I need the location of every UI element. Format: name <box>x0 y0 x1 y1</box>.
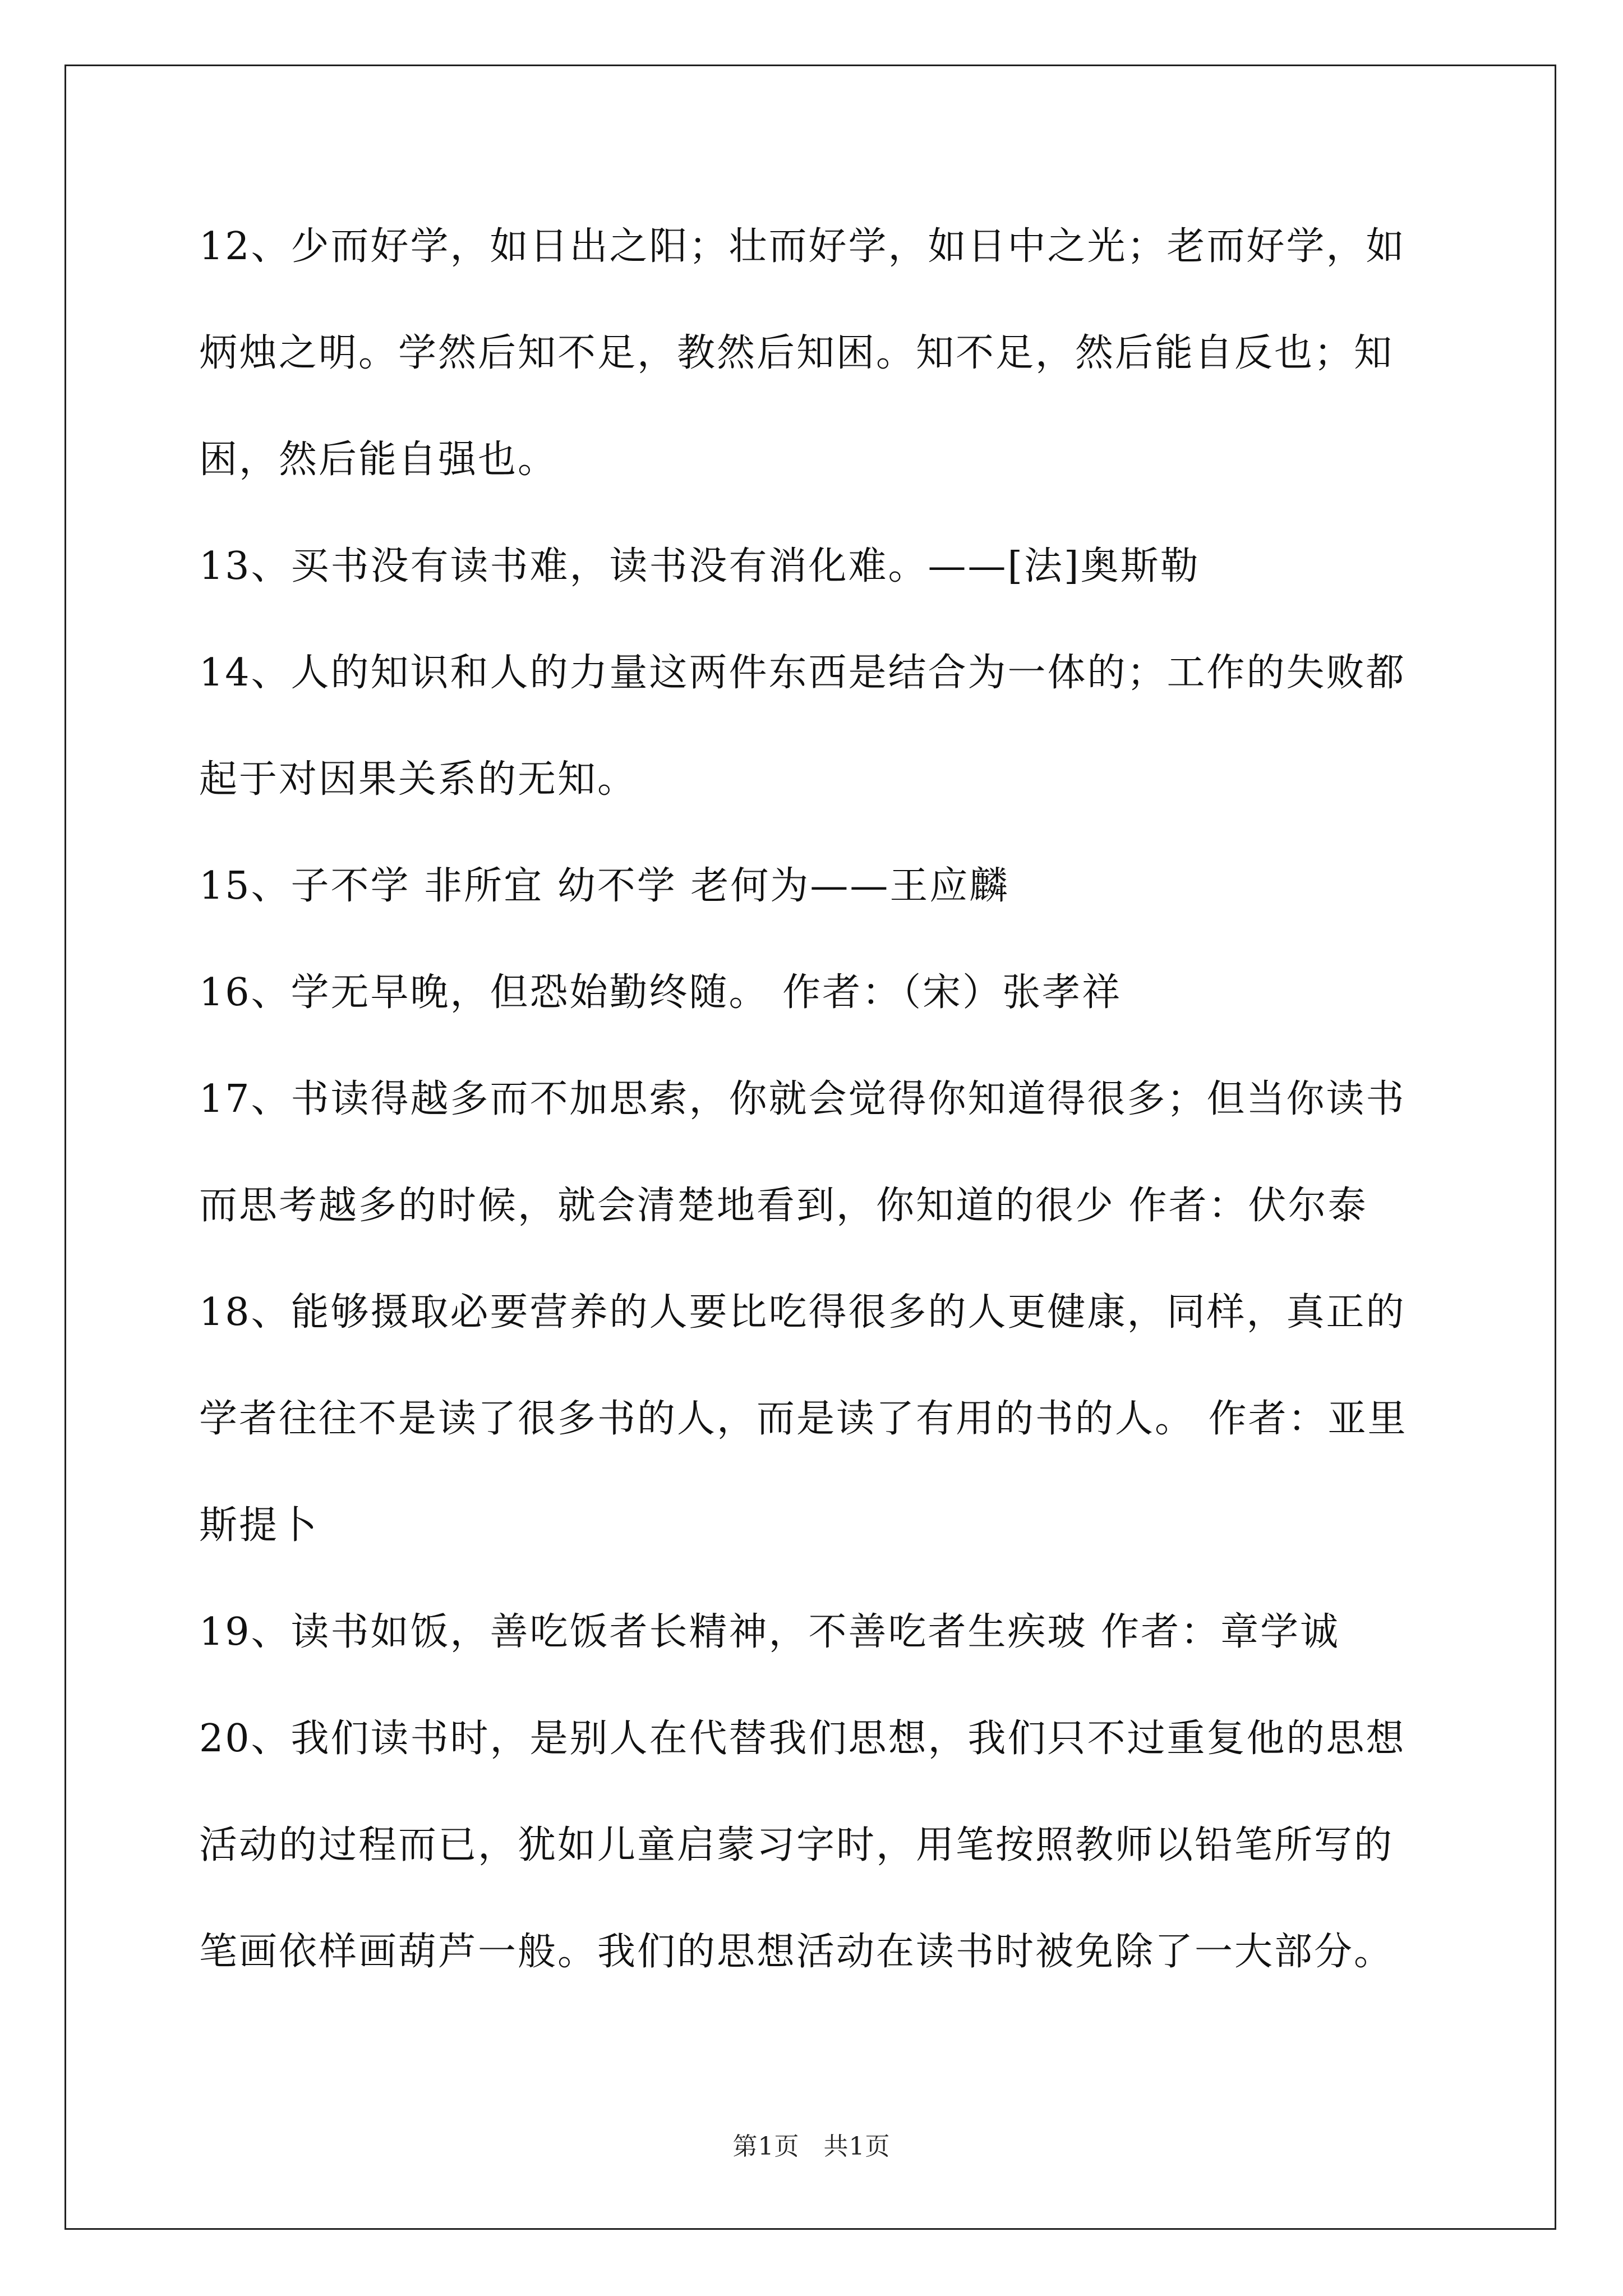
text-line: 15、子不学 非所宜 幼不学 老何为——王应麟 <box>199 864 1009 908</box>
document-body <box>199 219 1433 2031</box>
text-line: 笔画依样画葫芦一般。我们的思想活动在读书时被免除了一大部分。 <box>199 1930 1394 1974</box>
text-line: 学者往往不是读了很多书的人，而是读了有用的书的人。 作者：亚里 <box>199 1397 1408 1441</box>
text-line: 困，然后能自强也。 <box>199 438 558 482</box>
text-line: 17、书读得越多而不加思索，你就会觉得你知道得很多；但当你读书 <box>199 1077 1406 1121</box>
page-number-current: 第1页 <box>732 2132 800 2161</box>
text-line: 16、学无早晚，但恐始勤终随。 作者：（宋）张孝祥 <box>199 970 1122 1015</box>
text-line: 起于对因果关系的无知。 <box>199 757 638 802</box>
text-line: 13、买书没有读书难，读书没有消化难。——[法]奥斯勒 <box>199 544 1200 588</box>
page-number-total: 共1页 <box>823 2132 891 2161</box>
text-line: 12、少而好学，如日出之阳；壮而好学，如日中之光；老而好学，如 <box>199 224 1406 269</box>
text-line: 炳烛之明。学然后知不足，教然后知困。知不足，然后能自反也；知 <box>199 331 1394 375</box>
text-line: 斯提卜 <box>199 1503 319 1548</box>
page-footer <box>0 2126 1623 2162</box>
text-line: 18、能够摄取必要营养的人要比吃得很多的人更健康，同样，真正的 <box>199 1290 1406 1335</box>
text-line: 14、人的知识和人的力量这两件东西是结合为一体的；工作的失败都 <box>199 651 1406 695</box>
text-line: 而思考越多的时候，就会清楚地看到，你知道的很少 作者：伏尔泰 <box>199 1184 1368 1228</box>
text-line: 20、我们读书时，是别人在代替我们思想，我们只不过重复他的思想 <box>199 1717 1406 1761</box>
text-line: 19、读书如饭，善吃饭者长精神，不善吃者生疾玻 作者：章学诚 <box>199 1610 1340 1654</box>
text-line: 活动的过程而已，犹如儿童启蒙习字时，用笔按照教师以铅笔所写的 <box>199 1823 1394 1867</box>
